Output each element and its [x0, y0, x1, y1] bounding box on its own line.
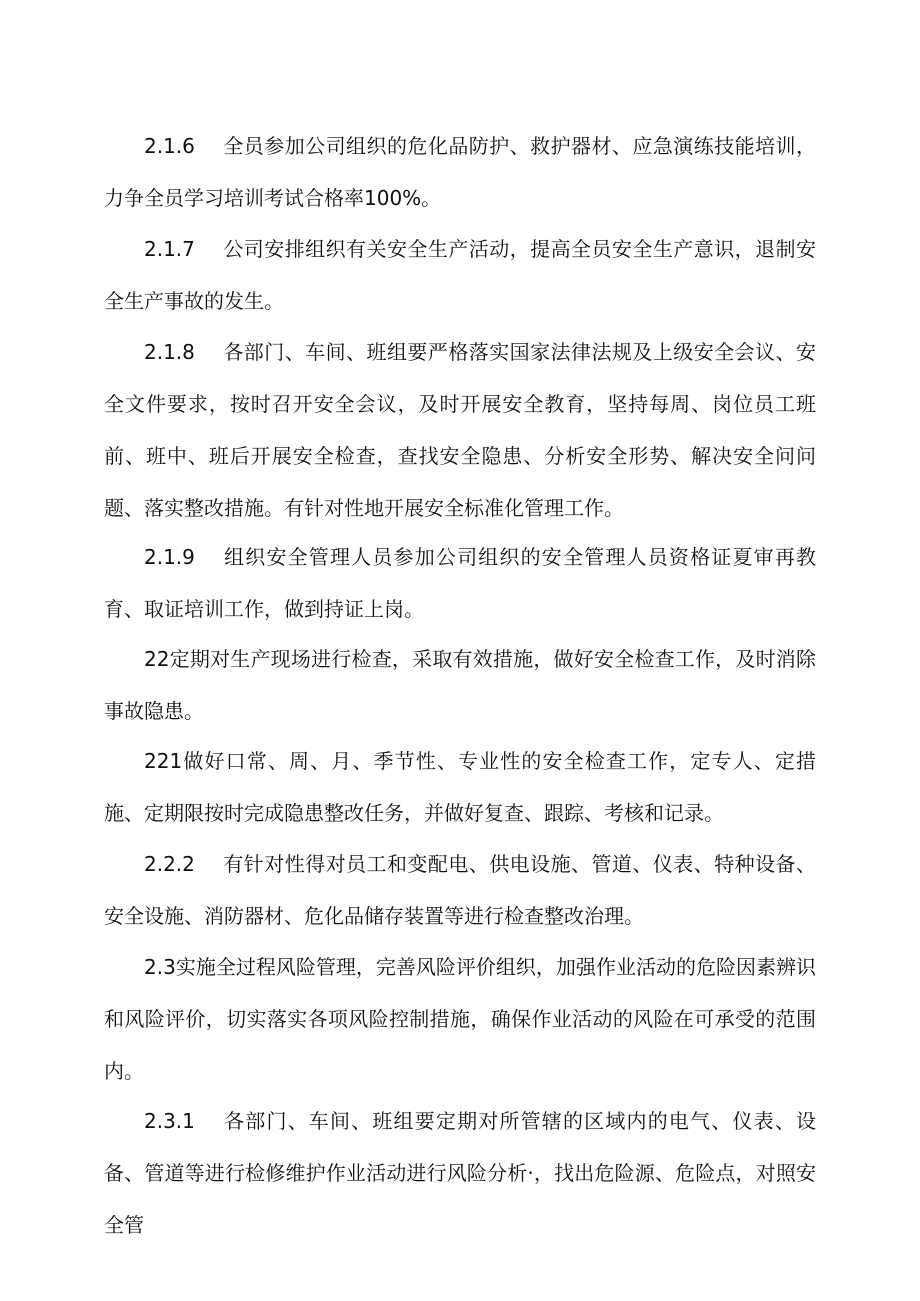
paragraph-2-2-1	[104, 735, 816, 839]
clause-text: 做好口常、周、月、季节性、专业性的安全检查工作，定专人、定措施、定期限按时完成隐患整改任务，并做好复查、跟踪、考核和记录。	[104, 749, 816, 825]
clause-number: 2.1.7	[144, 237, 195, 261]
clause-text: 各部门、车间、班组要定期对所管辖的区域内的电气、仪表、设备、管道等进行检修维护作业活动进行风险分析·，找出危险源、危险点，对照安全管	[104, 1109, 816, 1237]
paragraph-2-1-8	[104, 326, 816, 534]
clause-number: 221	[144, 749, 183, 773]
clause-text: 实施全过程风险管理，完善风险评价组织，加强作业活动的危险因素辨识和风险评价，切实落实各项风险控制措施，确保作业活动的风险在可承受的范围内。	[104, 955, 816, 1083]
clause-number: 22	[144, 647, 170, 671]
clause-text: 全员参加公司组织的危化品防护、救护器材、应急演练技能培训，力争全员学习培训考试合格率100%。	[104, 134, 816, 210]
clause-text: 各部门、车间、班组要严格落实国家法律法规及上级安全会议、安全文件要求，按时召开安全会议，及时开展安全教育，坚持每周、岗位员工班前、班中、班后开展安全检查，查找安全隐患、分析安全形势、解决安全问问题、落实整改措施。有针对性地开展安全标准化管理工作。	[104, 340, 816, 520]
clause-number: 2.2.2	[144, 852, 195, 876]
clause-number: 2.1.8	[144, 340, 195, 364]
clause-text: 公司安排组织有关安全生产活动，提高全员安全生产意识，退制安全生产事故的发生。	[104, 237, 816, 313]
paragraph-2-2	[104, 633, 816, 737]
paragraph-2-1-7	[104, 223, 816, 327]
paragraph-2-3	[104, 941, 816, 1097]
clause-number: 2.3	[144, 955, 176, 979]
paragraph-2-1-9	[104, 531, 816, 635]
clause-number: 2.3.1	[144, 1109, 195, 1133]
clause-text: 组织安全管理人员参加公司组织的安全管理人员资格证夏审再教育、取证培训工作，做到持证上岗。	[104, 545, 816, 621]
clause-text: 定期对生产现场进行检查，采取有效措施，做好安全检查工作，及时消除事故隐患。	[104, 647, 816, 723]
clause-number: 2.1.6	[144, 134, 195, 158]
clause-text: 有针对性得对员工和变配电、供电设施、管道、仪表、特种设备、安全设施、消防器材、危化品储存装置等进行检查整改治理。	[104, 852, 816, 928]
paragraph-2-3-1	[104, 1095, 816, 1251]
paragraph-2-2-2	[104, 838, 816, 942]
clause-number: 2.1.9	[144, 545, 195, 569]
paragraph-2-1-6	[104, 120, 816, 224]
